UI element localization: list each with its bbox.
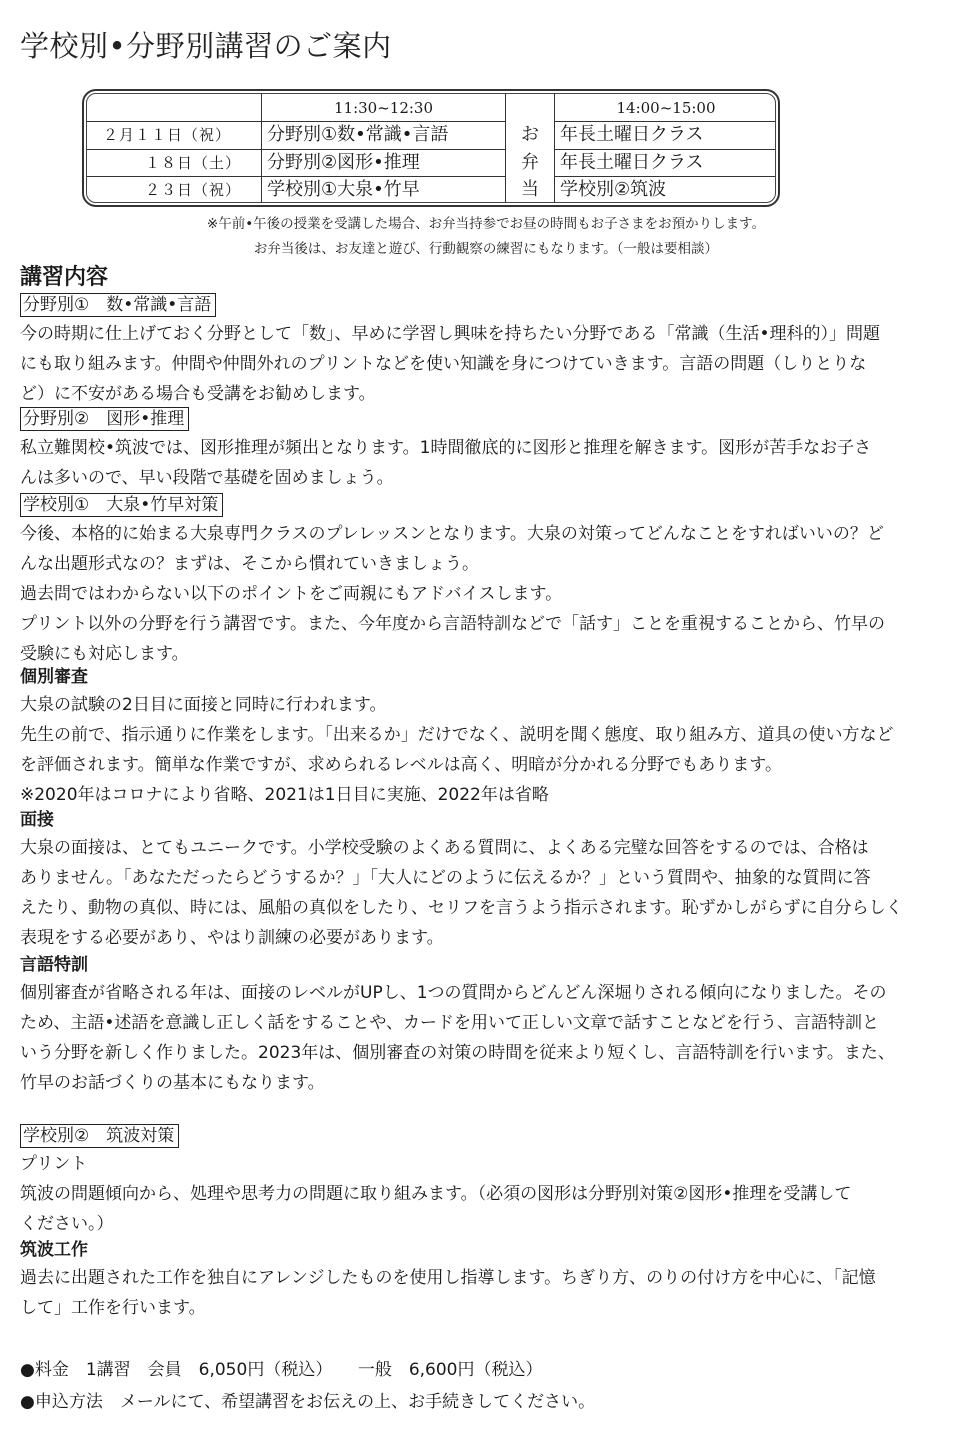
section-3-line: 今後、本格的に始まる大泉専門クラスのプレレッスンとなります。大泉の対策ってどんなことをすればいいの？ど bbox=[20, 524, 884, 544]
gengo-line: いう分野を新しく作りました。2023年は、個別審査の対策の時間を従来より短くし、言語特訓を行います。また、 bbox=[20, 1043, 895, 1063]
section-3-line: 過去問ではわからない以下のポイントをご両親にもアドバイスします。 bbox=[20, 584, 563, 604]
note-line-2: お弁当後は、お友達と遊び、行動観察の練習にもなります。（一般は要相談） bbox=[253, 241, 719, 257]
gengo-line: 竹早のお話づくりの基本にもなります。 bbox=[20, 1073, 325, 1093]
header-am-time: 11:30~12:30 bbox=[333, 99, 434, 117]
kobetsu-text bbox=[20, 690, 960, 810]
section-3-text bbox=[20, 519, 960, 669]
row-2-date: １８日（土） bbox=[145, 154, 242, 172]
gengo-line: 個別審査が省略される年は、面接のレベルがUPし、1つの質問からどんどん深堀りされる傾向になりました。その bbox=[20, 983, 887, 1003]
kobetsu-line: 大泉の試験の2日目に面接と同時に行われます。 bbox=[20, 695, 387, 715]
section-4-label: 学校別② 筑波対策 bbox=[20, 1124, 179, 1148]
section-3-line: 受験にも対応します。 bbox=[20, 644, 189, 664]
schedule-table bbox=[86, 93, 776, 203]
mensetsu-line: 表現をする必要があり、やはり訓練の必要があります。 bbox=[20, 928, 444, 948]
kosaku-line: 過去に出題された工作を独自にアレンジしたものを使用し指導します。ちぎり方、のりの付け方を中心に、「記憶 bbox=[20, 1268, 876, 1288]
apply-line: ●申込方法 メールにて、希望講習をお伝えの上、お手続きしてください。 bbox=[20, 1392, 596, 1412]
row-3-pm: 学校別②筑波 bbox=[560, 179, 667, 200]
bento-char-3: 当 bbox=[521, 179, 539, 200]
mensetsu-title: 面接 bbox=[20, 810, 54, 830]
kobetsu-title: 個別審査 bbox=[20, 667, 88, 687]
row-1-date: ２月１１日（祝） bbox=[103, 126, 232, 144]
gengo-title: 言語特訓 bbox=[20, 955, 88, 975]
kosaku-text bbox=[20, 1263, 960, 1323]
kobetsu-line: を評価されます。簡単な作業ですが、求められるレベルは高く、明暗が分かれる分野でもあります。 bbox=[20, 755, 782, 775]
kosaku-line: して」工作を行います。 bbox=[20, 1298, 206, 1318]
bento-char-1: お bbox=[521, 124, 539, 145]
section-2-text bbox=[20, 433, 960, 493]
row-2-am: 分野別②図形•推理 bbox=[267, 152, 420, 173]
note-line-1: ※午前•午後の授業を受講した場合、お弁当持参でお昼の時間もお子さまをお預かりします。 bbox=[206, 216, 766, 232]
section-2-line: んは多いので、早い段階で基礎を固めましょう。 bbox=[20, 468, 394, 488]
mensetsu-line: 大泉の面接は、とてもユニークです。小学校受験のよくある質問に、よくある完璧な回答をするのでは、合格は bbox=[20, 838, 869, 858]
bento-char-2: 弁 bbox=[521, 152, 539, 173]
print-line: ください。） bbox=[20, 1214, 114, 1234]
row-3-am: 学校別①大泉•竹早 bbox=[267, 179, 420, 200]
kobetsu-line: 先生の前で、指示通りに作業をします。「出来るか」だけでなく、説明を聞く態度、取り組み方、道具の使い方など bbox=[20, 725, 894, 745]
section-1-label: 分野別① 数•常識•言語 bbox=[20, 293, 216, 317]
fee-line: ●料金 1講習 会員 6,050円（税込） 一般 6,600円（税込） bbox=[20, 1360, 543, 1380]
mensetsu-text bbox=[20, 833, 960, 953]
row-1-pm: 年長土曜日クラス bbox=[560, 124, 704, 145]
print-text bbox=[20, 1179, 960, 1239]
kosaku-title: 筑波工作 bbox=[20, 1240, 88, 1260]
header-pm-time: 14:00~15:00 bbox=[616, 99, 716, 117]
section-2-label: 分野別② 図形•推理 bbox=[20, 407, 189, 431]
row-2-pm: 年長土曜日クラス bbox=[560, 152, 704, 173]
row-3-date: ２３日（祝） bbox=[145, 181, 242, 199]
section-3-line: プリント以外の分野を行う講習です。また、今年度から言語特訓などで「話す」ことを重視することから、竹早の bbox=[20, 614, 885, 634]
section-1-text bbox=[20, 319, 960, 409]
kobetsu-line: ※2020年はコロナにより省略、2021は1日目に実施、2022年は省略 bbox=[20, 785, 549, 805]
content-title: 講習内容 bbox=[20, 265, 109, 290]
gengo-text bbox=[20, 978, 960, 1098]
mensetsu-line: えたり、動物の真似、時には、風船の真似をしたり、セリフを言うよう指示されます。恥ずかしがらずに自分らしく bbox=[20, 898, 903, 918]
print-line: 筑波の問題傾向から、処理や思考力の問題に取り組みます。（必須の図形は分野別対策②図形•推理を受講して bbox=[20, 1184, 852, 1204]
section-1-line: ど）に不安がある場合も受講をお勧めします。 bbox=[20, 384, 376, 404]
print-title: プリント bbox=[20, 1154, 88, 1174]
mensetsu-line: ありません。「あなただったらどうするか？」「大人にどのように伝えるか？」という質問や、抽象的な質問に答 bbox=[20, 868, 871, 888]
section-3-label: 学校別① 大泉•竹早対策 bbox=[20, 493, 223, 517]
section-1-line: 今の時期に仕上げておく分野として「数」、早めに学習し興味を持ちたい分野である「常識（生活•理科的）」問題 bbox=[20, 324, 881, 344]
row-1-am: 分野別①数•常識•言語 bbox=[267, 124, 449, 145]
section-2-line: 私立難関校•筑波では、図形推理が頻出となります。1時間徹底的に図形と推理を解きます。図形が苦手なお子さ bbox=[20, 438, 872, 458]
page-title: 学校別•分野別講習のご案内 bbox=[20, 29, 392, 63]
section-3-line: んな出題形式なの？まずは、そこから慣れていきましょう。 bbox=[20, 554, 479, 574]
gengo-line: ため、主語•述語を意識し正しく話をすることや、カードを用いて正しい文章で話すことなどを行う、言語特訓と bbox=[20, 1013, 880, 1033]
section-1-line: にも取り組みます。仲間や仲間外れのプリントなどを使い知識を身につけていきます。言語の問題（しりとりな bbox=[20, 354, 867, 374]
